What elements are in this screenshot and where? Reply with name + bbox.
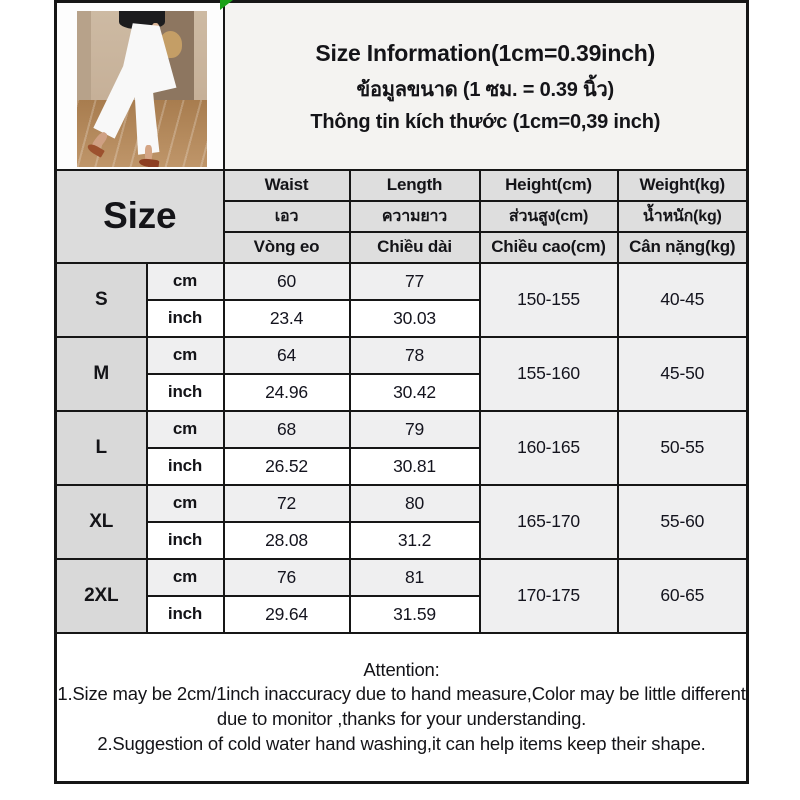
- unit-cm-S: cm: [147, 263, 224, 300]
- height-range-2XL: 170-175: [480, 559, 618, 633]
- size-cell-2XL: 2XL: [56, 559, 147, 633]
- col-header-length-vi: Chiều dài: [350, 232, 480, 263]
- col-header-height-vi: Chiều cao(cm): [480, 232, 618, 263]
- waist-inch-2XL: 29.64: [224, 596, 350, 633]
- unit-cm-L: cm: [147, 411, 224, 448]
- length-cm-2XL: 81: [350, 559, 480, 596]
- length-inch-XL: 31.2: [350, 522, 480, 559]
- col-header-length-en: Length: [350, 170, 480, 201]
- waist-inch-M: 24.96: [224, 374, 350, 411]
- length-inch-M: 30.42: [350, 374, 480, 411]
- height-range-XL: 165-170: [480, 485, 618, 559]
- attention-line-1: 1.Size may be 2cm/1inch inaccuracy due to hand measure,Color may be little different due to monitor ,thanks for your understanding.: [57, 683, 746, 730]
- length-cm-M: 78: [350, 337, 480, 374]
- col-header-height-en: Height(cm): [480, 170, 618, 201]
- waist-cm-L: 68: [224, 411, 350, 448]
- size-chart-sheet: [54, 0, 746, 784]
- length-inch-S: 30.03: [350, 300, 480, 337]
- weight-range-XL: 55-60: [618, 485, 748, 559]
- col-header-waist-en: Waist: [224, 170, 350, 201]
- title-vietnamese: Thông tin kích thước (1cm=0,39 inch): [310, 110, 661, 133]
- attention-heading: Attention:: [363, 658, 440, 680]
- size-table-footer: [56, 633, 748, 783]
- attention-box: [56, 633, 748, 783]
- col-header-waist-th: เอว: [224, 201, 350, 232]
- col-header-length-th: ความยาว: [350, 201, 480, 232]
- unit-cm-2XL: cm: [147, 559, 224, 596]
- height-range-S: 150-155: [480, 263, 618, 337]
- col-header-waist-vi: Vòng eo: [224, 232, 350, 263]
- size-cell-L: L: [56, 411, 147, 485]
- unit-inch-L: inch: [147, 448, 224, 485]
- length-inch-L: 30.81: [350, 448, 480, 485]
- size-table-main: [56, 170, 748, 633]
- waist-cm-XL: 72: [224, 485, 350, 522]
- waist-inch-L: 26.52: [224, 448, 350, 485]
- size-table-top: [56, 2, 748, 170]
- length-cm-S: 77: [350, 263, 480, 300]
- unit-inch-M: inch: [147, 374, 224, 411]
- photo-wall: [77, 11, 91, 100]
- height-range-M: 155-160: [480, 337, 618, 411]
- attention-line-2: 2.Suggestion of cold water hand washing,it can help items keep their shape.: [97, 733, 706, 755]
- size-header-cell: Size: [56, 170, 224, 263]
- waist-inch-XL: 28.08: [224, 522, 350, 559]
- col-header-weight-en: Weight(kg): [618, 170, 748, 201]
- waist-cm-2XL: 76: [224, 559, 350, 596]
- weight-range-S: 40-45: [618, 263, 748, 337]
- size-cell-M: M: [56, 337, 147, 411]
- unit-inch-2XL: inch: [147, 596, 224, 633]
- col-header-weight-vi: Cân nặng(kg): [618, 232, 748, 263]
- weight-range-2XL: 60-65: [618, 559, 748, 633]
- length-cm-L: 79: [350, 411, 480, 448]
- unit-inch-S: inch: [147, 300, 224, 337]
- weight-range-L: 50-55: [618, 411, 748, 485]
- title-thai: ข้อมูลขนาด (1 ซม. = 0.39 นิ้ว): [356, 78, 615, 101]
- waist-inch-S: 23.4: [224, 300, 350, 337]
- col-header-weight-th: น้ำหนัก(kg): [618, 201, 748, 232]
- height-range-L: 160-165: [480, 411, 618, 485]
- length-inch-2XL: 31.59: [350, 596, 480, 633]
- product-photo: [77, 11, 207, 167]
- col-header-height-th: ส่วนสูง(cm): [480, 201, 618, 232]
- unit-cm-M: cm: [147, 337, 224, 374]
- title-cell: [224, 2, 748, 170]
- product-photo-cell: [56, 2, 224, 170]
- size-cell-XL: XL: [56, 485, 147, 559]
- green-corner-marker-icon: [220, 0, 233, 10]
- length-cm-XL: 80: [350, 485, 480, 522]
- title-english: Size Information(1cm=0.39inch): [315, 39, 656, 66]
- waist-cm-M: 64: [224, 337, 350, 374]
- size-cell-S: S: [56, 263, 147, 337]
- weight-range-M: 45-50: [618, 337, 748, 411]
- waist-cm-S: 60: [224, 263, 350, 300]
- unit-cm-XL: cm: [147, 485, 224, 522]
- unit-inch-XL: inch: [147, 522, 224, 559]
- size-table: [54, 0, 749, 784]
